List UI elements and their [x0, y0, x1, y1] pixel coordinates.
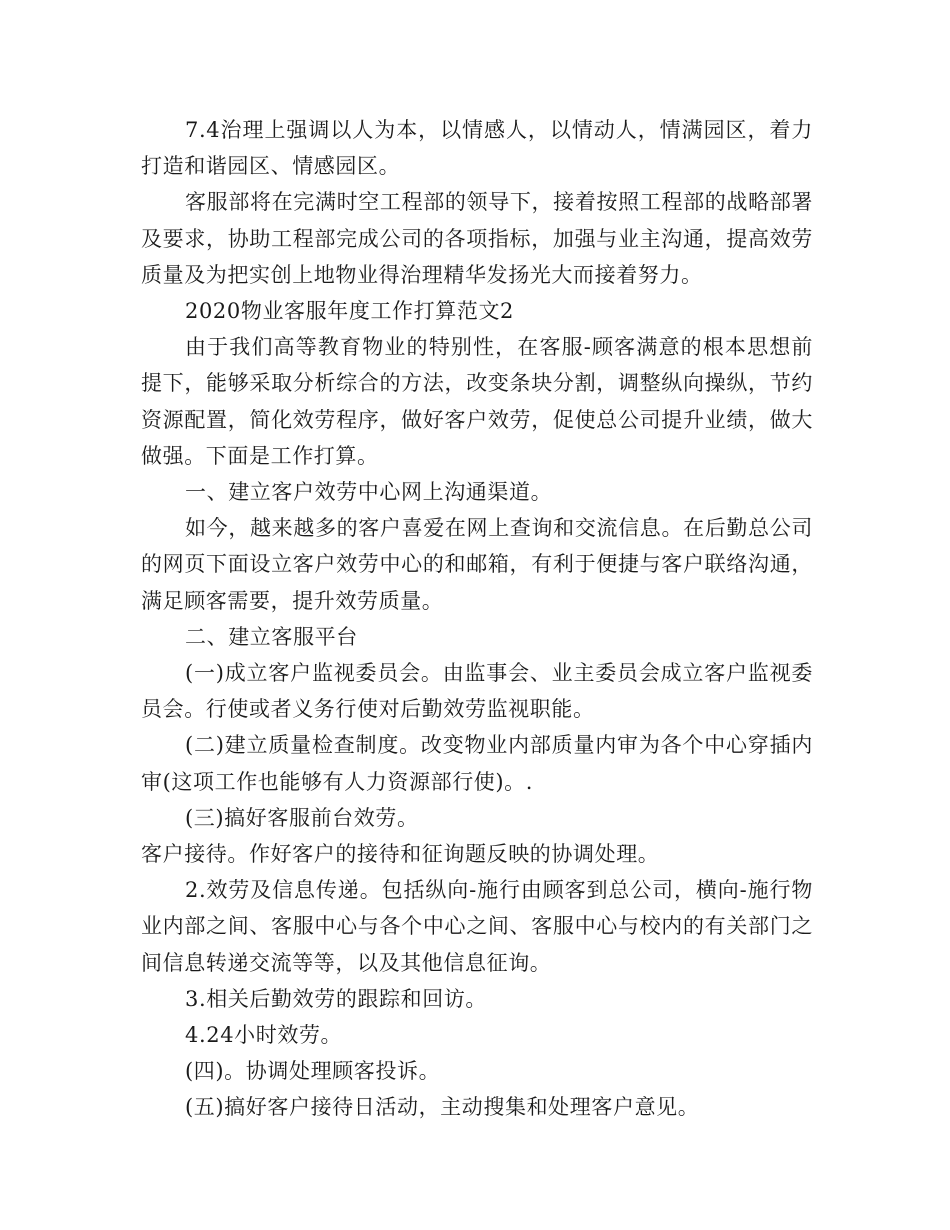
paragraph: 7.4治理上强调以人为本，以情感人，以情动人，情满园区，着力打造和谐园区、情感园区。	[141, 118, 813, 179]
paragraph: 2.效劳及信息传递。包括纵向-施行由顾客到总公司，横向-施行物业内部之间、客服中心与各个中心之间、客服中心与校内的有关部门之间信息转递交流等等，以及其他信息征询。	[141, 878, 813, 975]
paragraph: 客服部将在完满时空工程部的领导下，接着按照工程部的战略部署及要求，协助工程部完成公司的各项指标，加强与业主沟通，提高效劳质量及为把实创上地物业得治理精华发扬光大而接着努力。	[141, 190, 813, 287]
section-heading: 一、建立客户效劳中心网上沟通渠道。	[185, 480, 553, 505]
paragraph: 3.相关后勤效劳的跟踪和回访。	[185, 986, 488, 1011]
paragraph: (五)搞好客户接待日活动，主动搜集和处理客户意见。	[185, 1095, 700, 1120]
paragraph: (四)。协调处理顾客投诉。	[185, 1059, 441, 1084]
paragraph: 由于我们高等教育物业的特别性，在客服-顾客满意的根本思想前提下，能够采取分析综合的方法，改变条块分割，调整纵向操纵，节约资源配置，简化效劳程序，做好客户效劳，促使总公司提升业绩，做大做强。下面是工作打算。	[141, 335, 813, 468]
section-heading: 2020物业客服年度工作打算范文2	[185, 299, 515, 324]
section-heading: 二、建立客服平台	[185, 624, 358, 649]
paragraph: (三)搞好客服前台效劳。	[185, 805, 419, 830]
paragraph: (二)建立质量检查制度。改变物业内部质量内审为各个中心穿插内审(这项工作也能够有人力资源部行使)。.	[141, 733, 813, 794]
paragraph: 如今，越来越多的客户喜爱在网上查询和交流信息。在后勤总公司的网页下面设立客户效劳中心的和邮箱，有利于便捷与客户联络沟通，满足顾客需要，提升效劳质量。	[141, 516, 813, 613]
document-body	[141, 112, 813, 1126]
paragraph: (一)成立客户监视委员会。由监事会、业主委员会成立客户监视委员会。行使或者义务行使对后勤效劳监视职能。	[141, 661, 813, 722]
paragraph: 4.24小时效劳。	[185, 1023, 343, 1048]
paragraph: 客户接待。作好客户的接待和征询题反映的协调处理。	[141, 842, 660, 867]
